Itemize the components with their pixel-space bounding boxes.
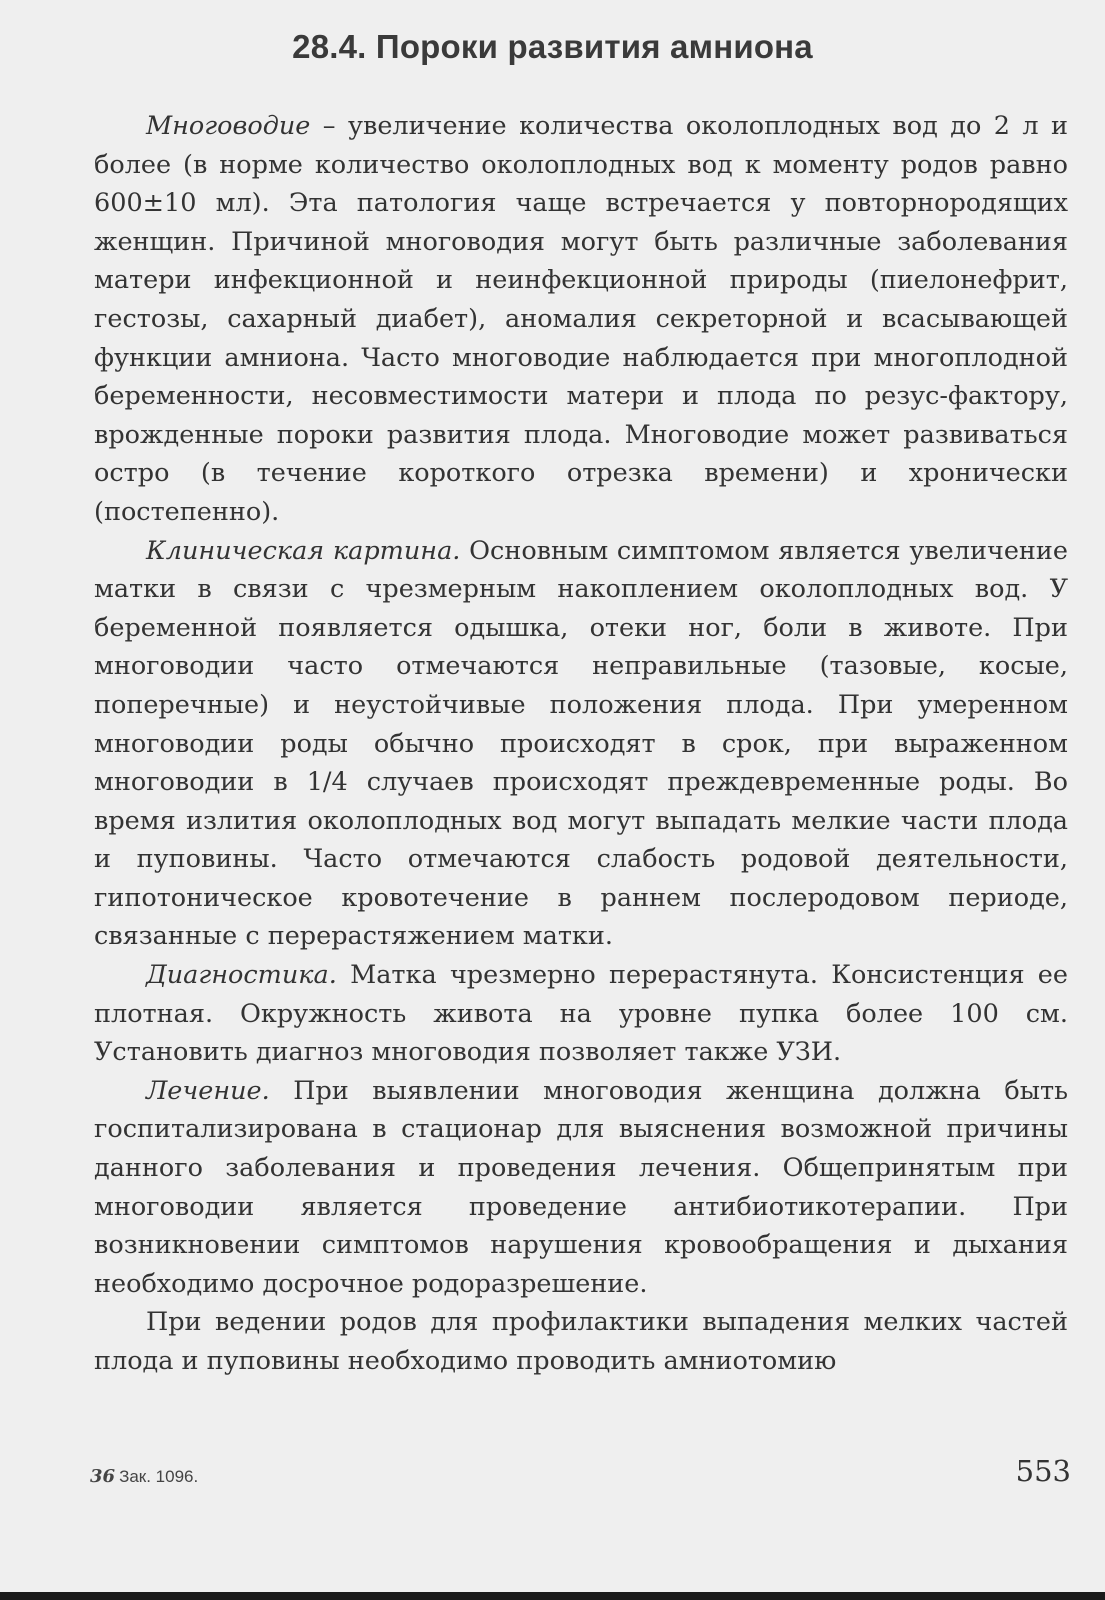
paragraph-text: Матка чрезмерно перерастянута. Консистенция ее плотная. Окружность живота на уровне пупка более 100 см. Установить диагноз многоводия позволяет также УЗИ. (94, 960, 1068, 1068)
section-title: 28.4. Пороки развития амниона (292, 28, 813, 65)
printer-signature (90, 1466, 198, 1487)
scan-bottom-edge (0, 1592, 1105, 1600)
paragraph-lead: Диагностика. (146, 960, 337, 991)
paragraph-text: Основным симптомом является увеличение матки в связи с чрезмерным накоплением околоплодных вод. У беременной появляется одышка, отеки ног, боли в животе. При многоводии часто отмечаются неправильные (тазовые, косые, поперечные) и неустойчивые положения плода. При умеренном многоводии роды обычно происходят в срок, при выраженном многоводии в 1/4 случаев происходят преждевременные роды. Во время излития околоплодных вод могут выпадать мелкие части плода и пуповины. Часто отмечаются слабость родовой деятельности, гипотоническое кровотечение в раннем послеродовом периоде, связанные с перерастяжением матки. (94, 535, 1068, 952)
paragraph-diagnostics (94, 956, 1068, 1072)
paragraph-lead: Лечение. (146, 1075, 270, 1106)
page-number: 553 (1015, 1454, 1071, 1488)
paragraph-delivery (94, 1303, 1068, 1380)
paragraph-clinical-picture (94, 532, 1068, 957)
paragraph-lead: Клиническая картина. (146, 535, 461, 566)
paragraph-treatment (94, 1072, 1068, 1304)
paragraph-polyhydramnios (94, 107, 1068, 532)
paragraph-text: – увеличение количества околоплодных вод до 2 л и более (в норме количество околоплодных вод к моменту родов равно 600±10 мл). Эта патология чаще встречается у повторнородящих женщин. Причиной многоводия могут быть различные заболевания матери инфекционной и неинфекционной природы (пиелонефрит, гестозы, сахарный диабет), аномалия секреторной и всасывающей функции амниона. Часто многоводие наблюдается при многоплодной беременности, несовместимости матери и плода по резус-фактору, врожденные пороки развития плода. Многоводие может развиваться остро (в течение короткого отрезка времени) и хронически (постепенно). (94, 111, 1068, 527)
signature-mark: 36 (90, 1466, 116, 1487)
paragraph-lead: Многоводие (146, 111, 311, 141)
body-text (94, 107, 1068, 1381)
order-number: Зак. 1096. (119, 1467, 199, 1486)
paragraph-text: При ведении родов для профилактики выпадения мелких частей плода и пуповины необходимо проводить амниотомию (94, 1307, 1068, 1376)
paragraph-text: При выявлении многоводия женщина должна быть госпитализирована в стационар для выяснения возможной причины данного заболевания и проведения лечения. Общепринятым при многоводии является проведение антибиотикотерапии. При возникновении симптомов нарушения кровообращения и дыхания необходимо досрочное родоразрешение. (94, 1075, 1068, 1299)
